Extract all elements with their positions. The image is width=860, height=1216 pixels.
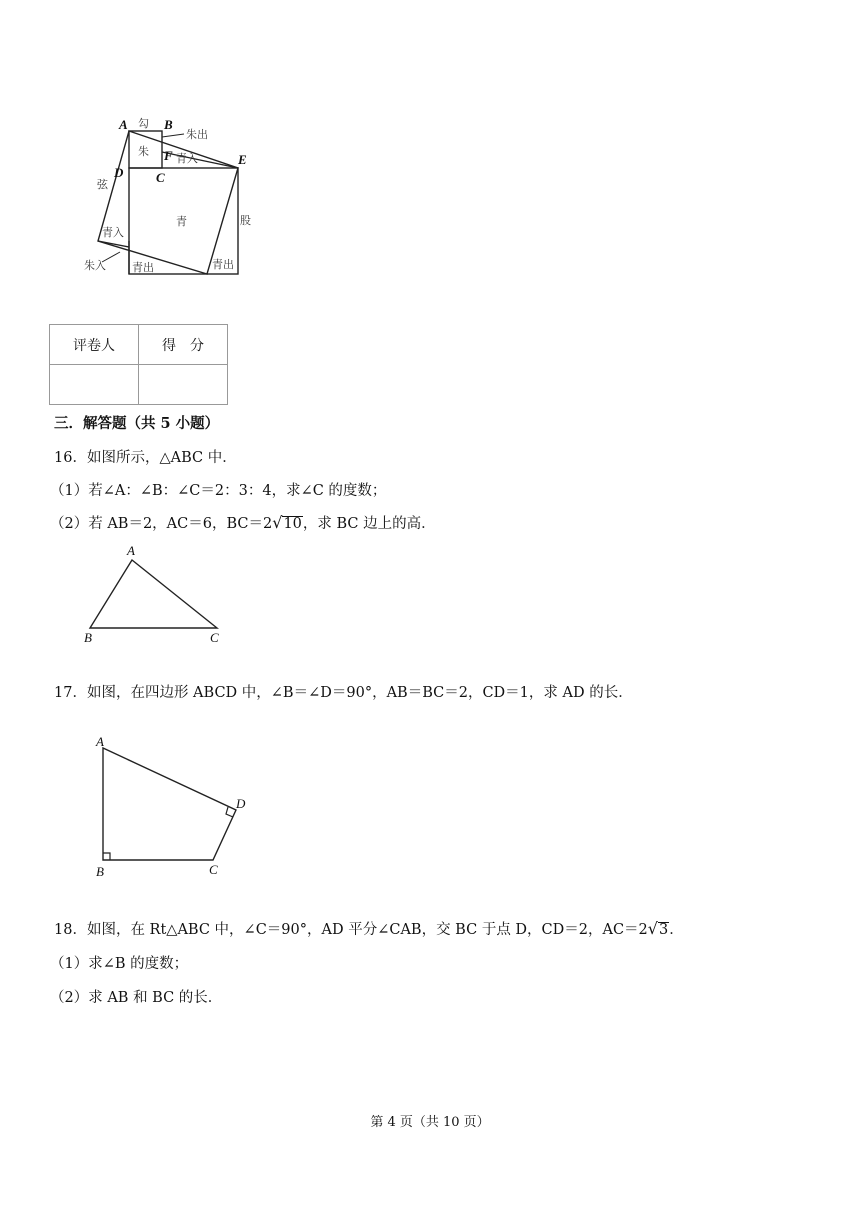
score-cell[interactable] <box>139 365 228 405</box>
q16-part2-suffix: ，求 BC 边上的高． <box>302 516 436 532</box>
reviewer-header: 评卷人 <box>50 325 139 365</box>
q16-radicand: 10 <box>283 516 302 532</box>
gu-label: 股 <box>240 215 251 227</box>
page-footer: 第 4 页（共 10 页） <box>370 1115 490 1130</box>
point-a-label: A <box>119 117 128 132</box>
q17-label-b: B <box>96 864 104 879</box>
qingru-top-label: 青入 <box>176 153 198 165</box>
qingchu-bottom-label: 青出 <box>132 262 154 274</box>
triangle-abc <box>90 560 217 628</box>
q16-stem-text: 如图所示，△ABC 中． <box>86 450 237 466</box>
q17-quadrilateral-figure <box>90 730 260 880</box>
q17-text: 如图，在四边形 ABCD 中，∠B＝∠D＝90°，AB＝BC＝2，CD＝1，求 AD 的长． <box>86 685 633 701</box>
q18-number: 18． <box>54 922 87 938</box>
pythagoras-figure <box>80 112 260 282</box>
q16-label-b: B <box>84 630 92 645</box>
quadrilateral-abcd <box>103 748 236 860</box>
q18-part2: （2）求 AB 和 BC 的长． <box>50 990 223 1006</box>
q18-text-suffix: ． <box>669 922 684 938</box>
right-angle-b <box>103 853 110 860</box>
zhuru-label: 朱入 <box>84 260 106 272</box>
q16-part2-prefix: （2）若 AB＝2，AC＝6，BC＝2 <box>50 516 273 532</box>
q16-number: 16． <box>54 450 87 466</box>
score-header: 得 分 <box>139 325 228 365</box>
zhuchu-label: 朱出 <box>186 129 208 141</box>
q17-number: 17． <box>54 685 87 701</box>
q18-part1: （1）求∠B 的度数； <box>50 956 189 972</box>
q17-label-c: C <box>209 862 218 877</box>
point-b-label: B <box>164 117 173 132</box>
point-c-label: C <box>156 170 165 185</box>
xian-label: 弦 <box>97 179 108 191</box>
sqrt-symbol: √ <box>647 919 658 938</box>
qingchu-right-label: 青出 <box>212 259 234 271</box>
q17-label-d: D <box>236 796 246 811</box>
q16-label-a: A <box>127 543 135 558</box>
q16-part1: （1）若∠A：∠B：∠C＝2：3：4，求∠C 的度数； <box>50 483 387 499</box>
q18-text-prefix: 如图，在 Rt△ABC 中，∠C＝90°，AD 平分∠CAB，交 BC 于点 D，CD＝2，AC＝2 <box>86 922 648 938</box>
q18-stem <box>54 918 684 939</box>
qingru-left-label: 青入 <box>102 227 124 239</box>
q17-stem <box>54 681 633 702</box>
q16-label-c: C <box>210 630 219 645</box>
point-e-label: E <box>238 152 247 167</box>
q16-stem <box>54 446 237 467</box>
section-title: 三．解答题（共 5 小题） <box>54 415 220 432</box>
point-d-label: D <box>114 165 124 180</box>
gou-label: 勾 <box>138 118 149 130</box>
point-f-label: F <box>164 148 173 163</box>
qing-label: 青 <box>176 216 187 228</box>
reviewer-cell[interactable] <box>50 365 139 405</box>
sqrt-symbol: √ <box>272 513 283 532</box>
q18-radicand: 3 <box>659 922 669 938</box>
q17-label-a: A <box>96 734 104 749</box>
score-table <box>49 324 228 405</box>
zhu-label: 朱 <box>138 146 149 158</box>
q16-part2 <box>50 512 436 533</box>
q16-triangle-figure <box>80 542 230 647</box>
